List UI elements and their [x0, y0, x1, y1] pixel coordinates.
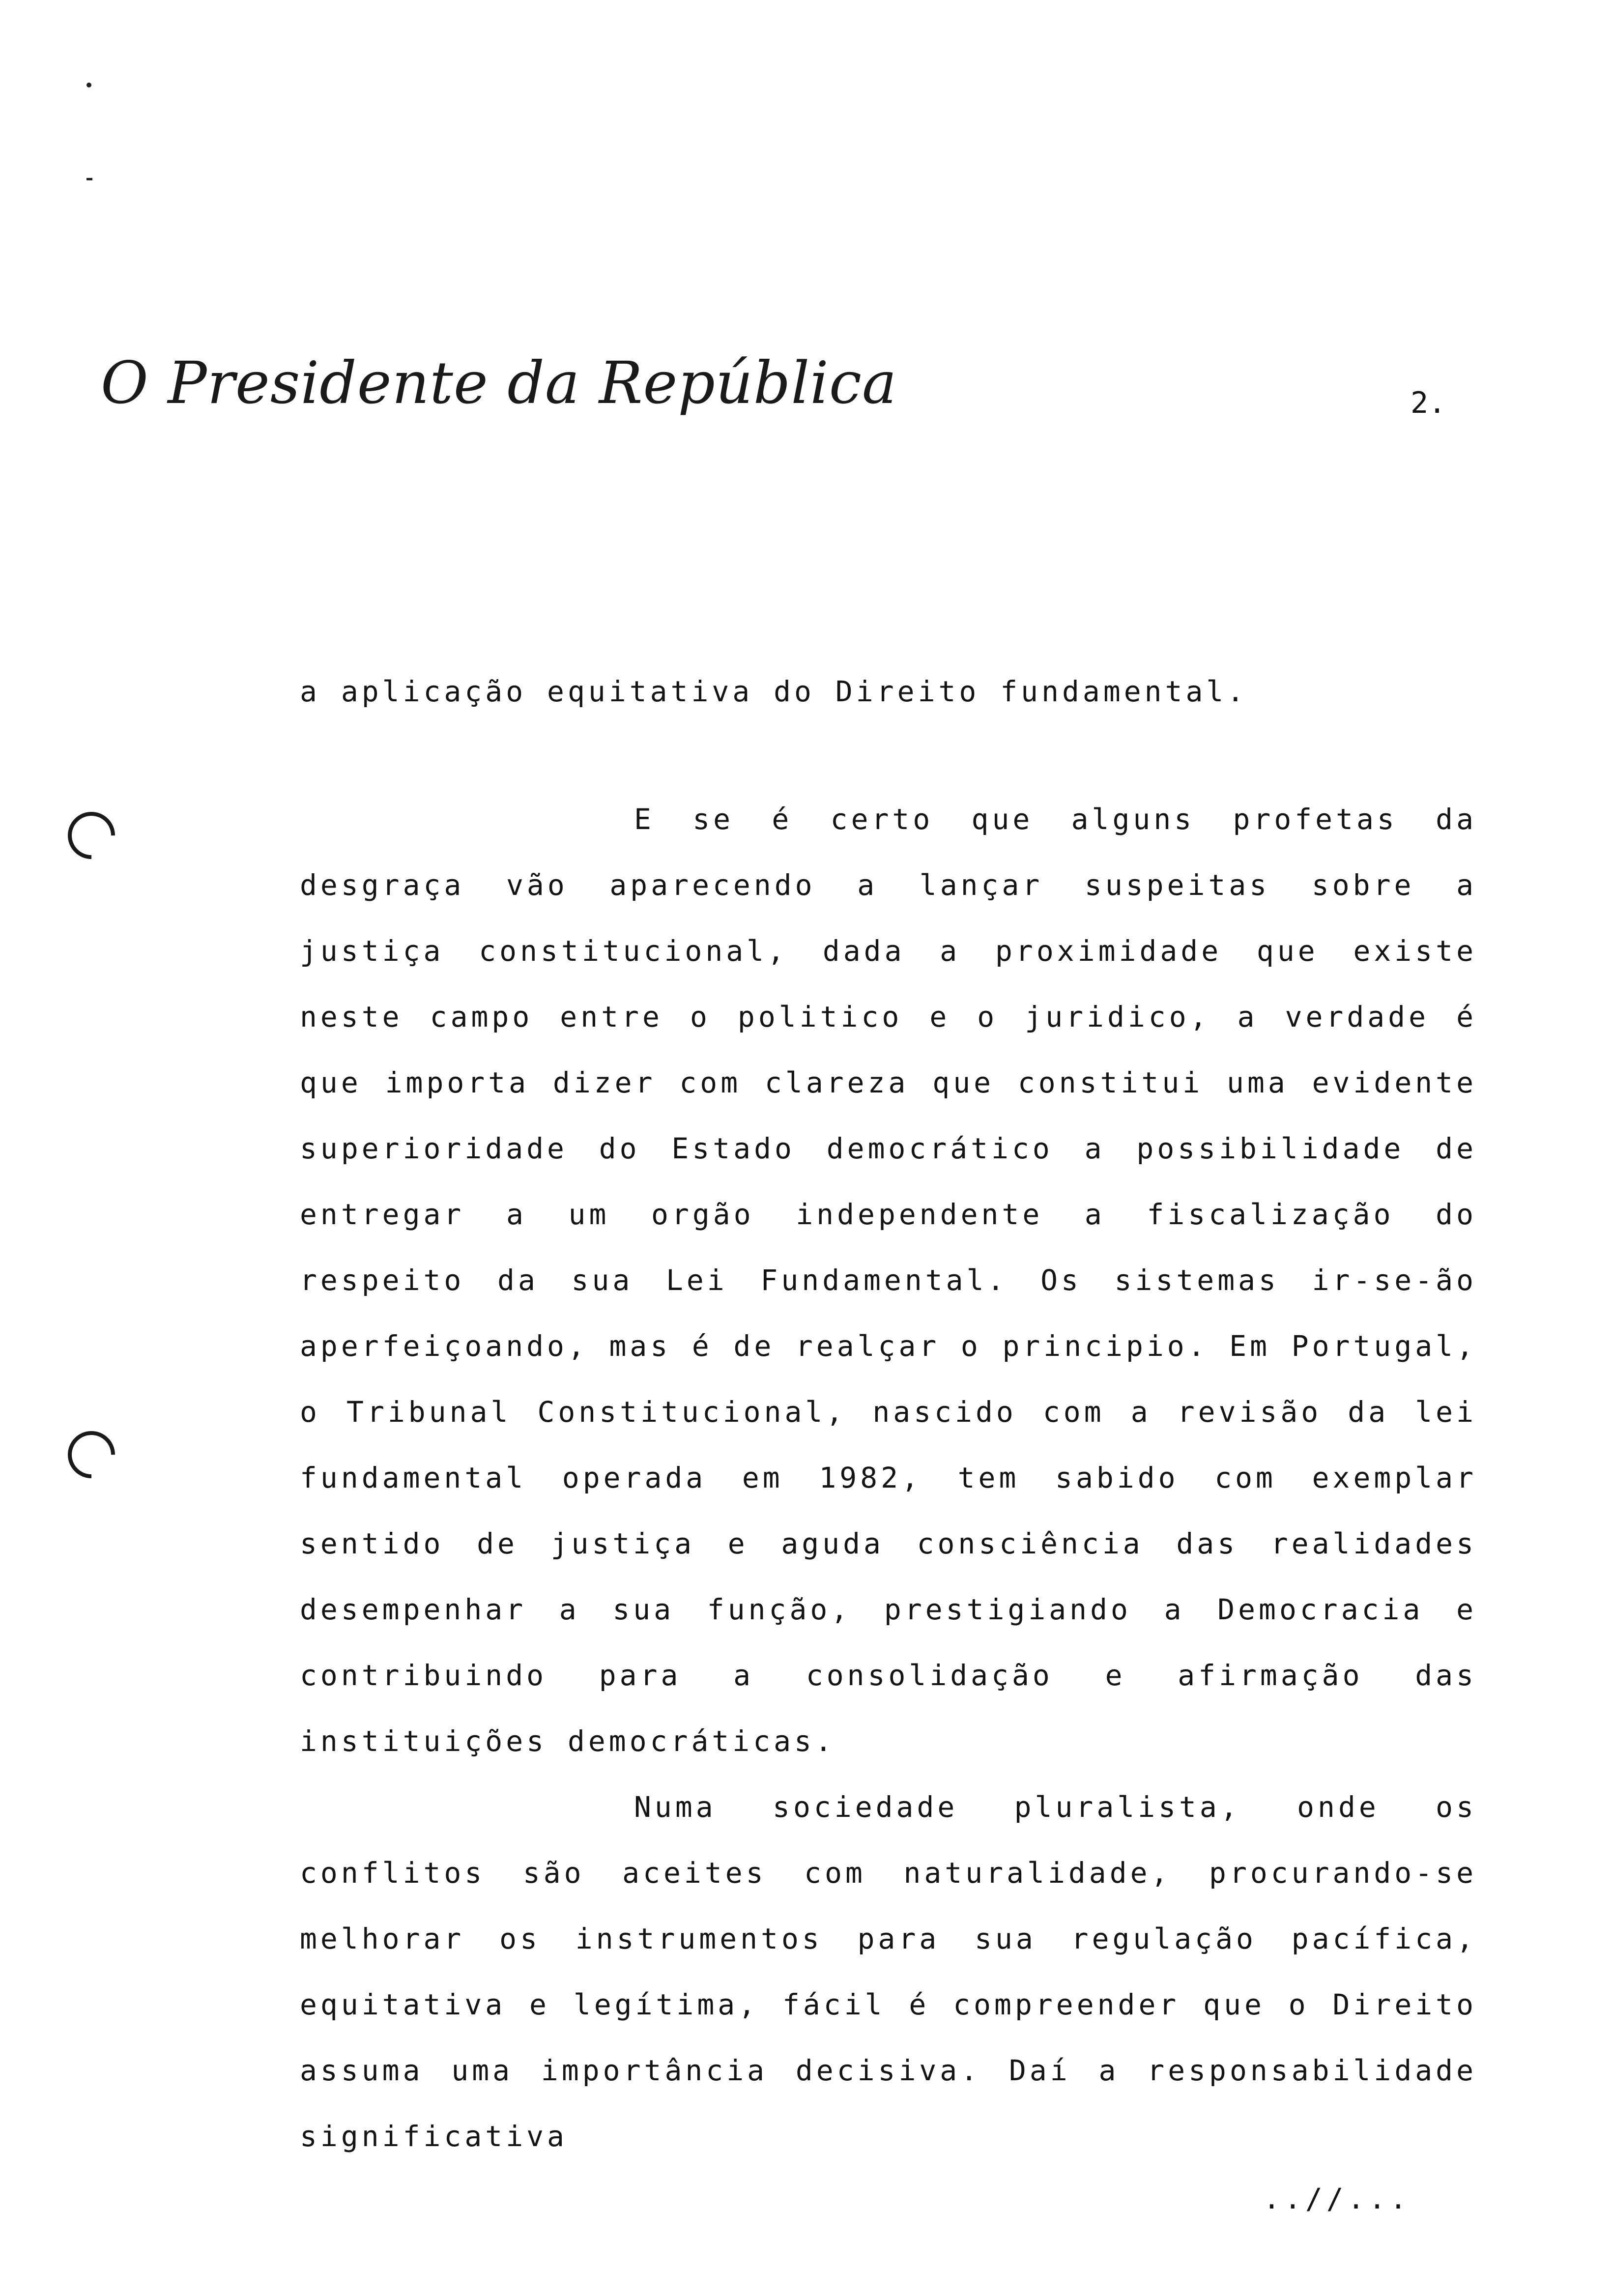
paragraph-constitutional-justice: E se é certo que alguns profetas da desgraça vão aparecendo a lançar suspeitas sobre a justiça constitucional, dada a proximidade que existe neste campo entre o politico e o juridico, a verdade é que importa dizer com clareza que constitui uma evidente superioridade do Estado democrático a possibilidade de entregar a um orgão independente a fiscalização do respeito da sua Lei Fundamental. Os sistemas ir-se-ão aperfeiçoando, mas é de realçar o principio. Em Portugal, o Tribunal Constitucional, nascido com a revisão da lei fundamental operada em 1982, tem sabido com exemplar sentido de justiça e aguda consciência das realidades desempenhar a sua função, prestigiando a Democracia e contribuindo para a consolidação e afirmação das instituições democráticas. — [300, 803, 1477, 1758]
scan-speck — [86, 83, 91, 87]
punch-hole-mark — [58, 802, 125, 869]
continuation-marker: ..//... — [1263, 2182, 1411, 2215]
continued-text-line: a aplicação equitativa do Direito fundamental. — [300, 675, 1248, 708]
paragraph-pluralist-society: Numa sociedade pluralista, onde os conflitos são aceites com naturalidade, procurando-se melhorar os instrumentos para sua regulação pacífica, equitativa e legítima, fácil é compreender que o Direito assuma uma importância decisiva. Daí a responsabilidade significativa — [300, 1790, 1477, 2153]
scan-speck — [86, 178, 92, 180]
page-number: 2. — [1410, 386, 1446, 420]
punch-hole-mark — [58, 1421, 125, 1488]
letterhead-title: O Presidente da República — [101, 349, 897, 417]
